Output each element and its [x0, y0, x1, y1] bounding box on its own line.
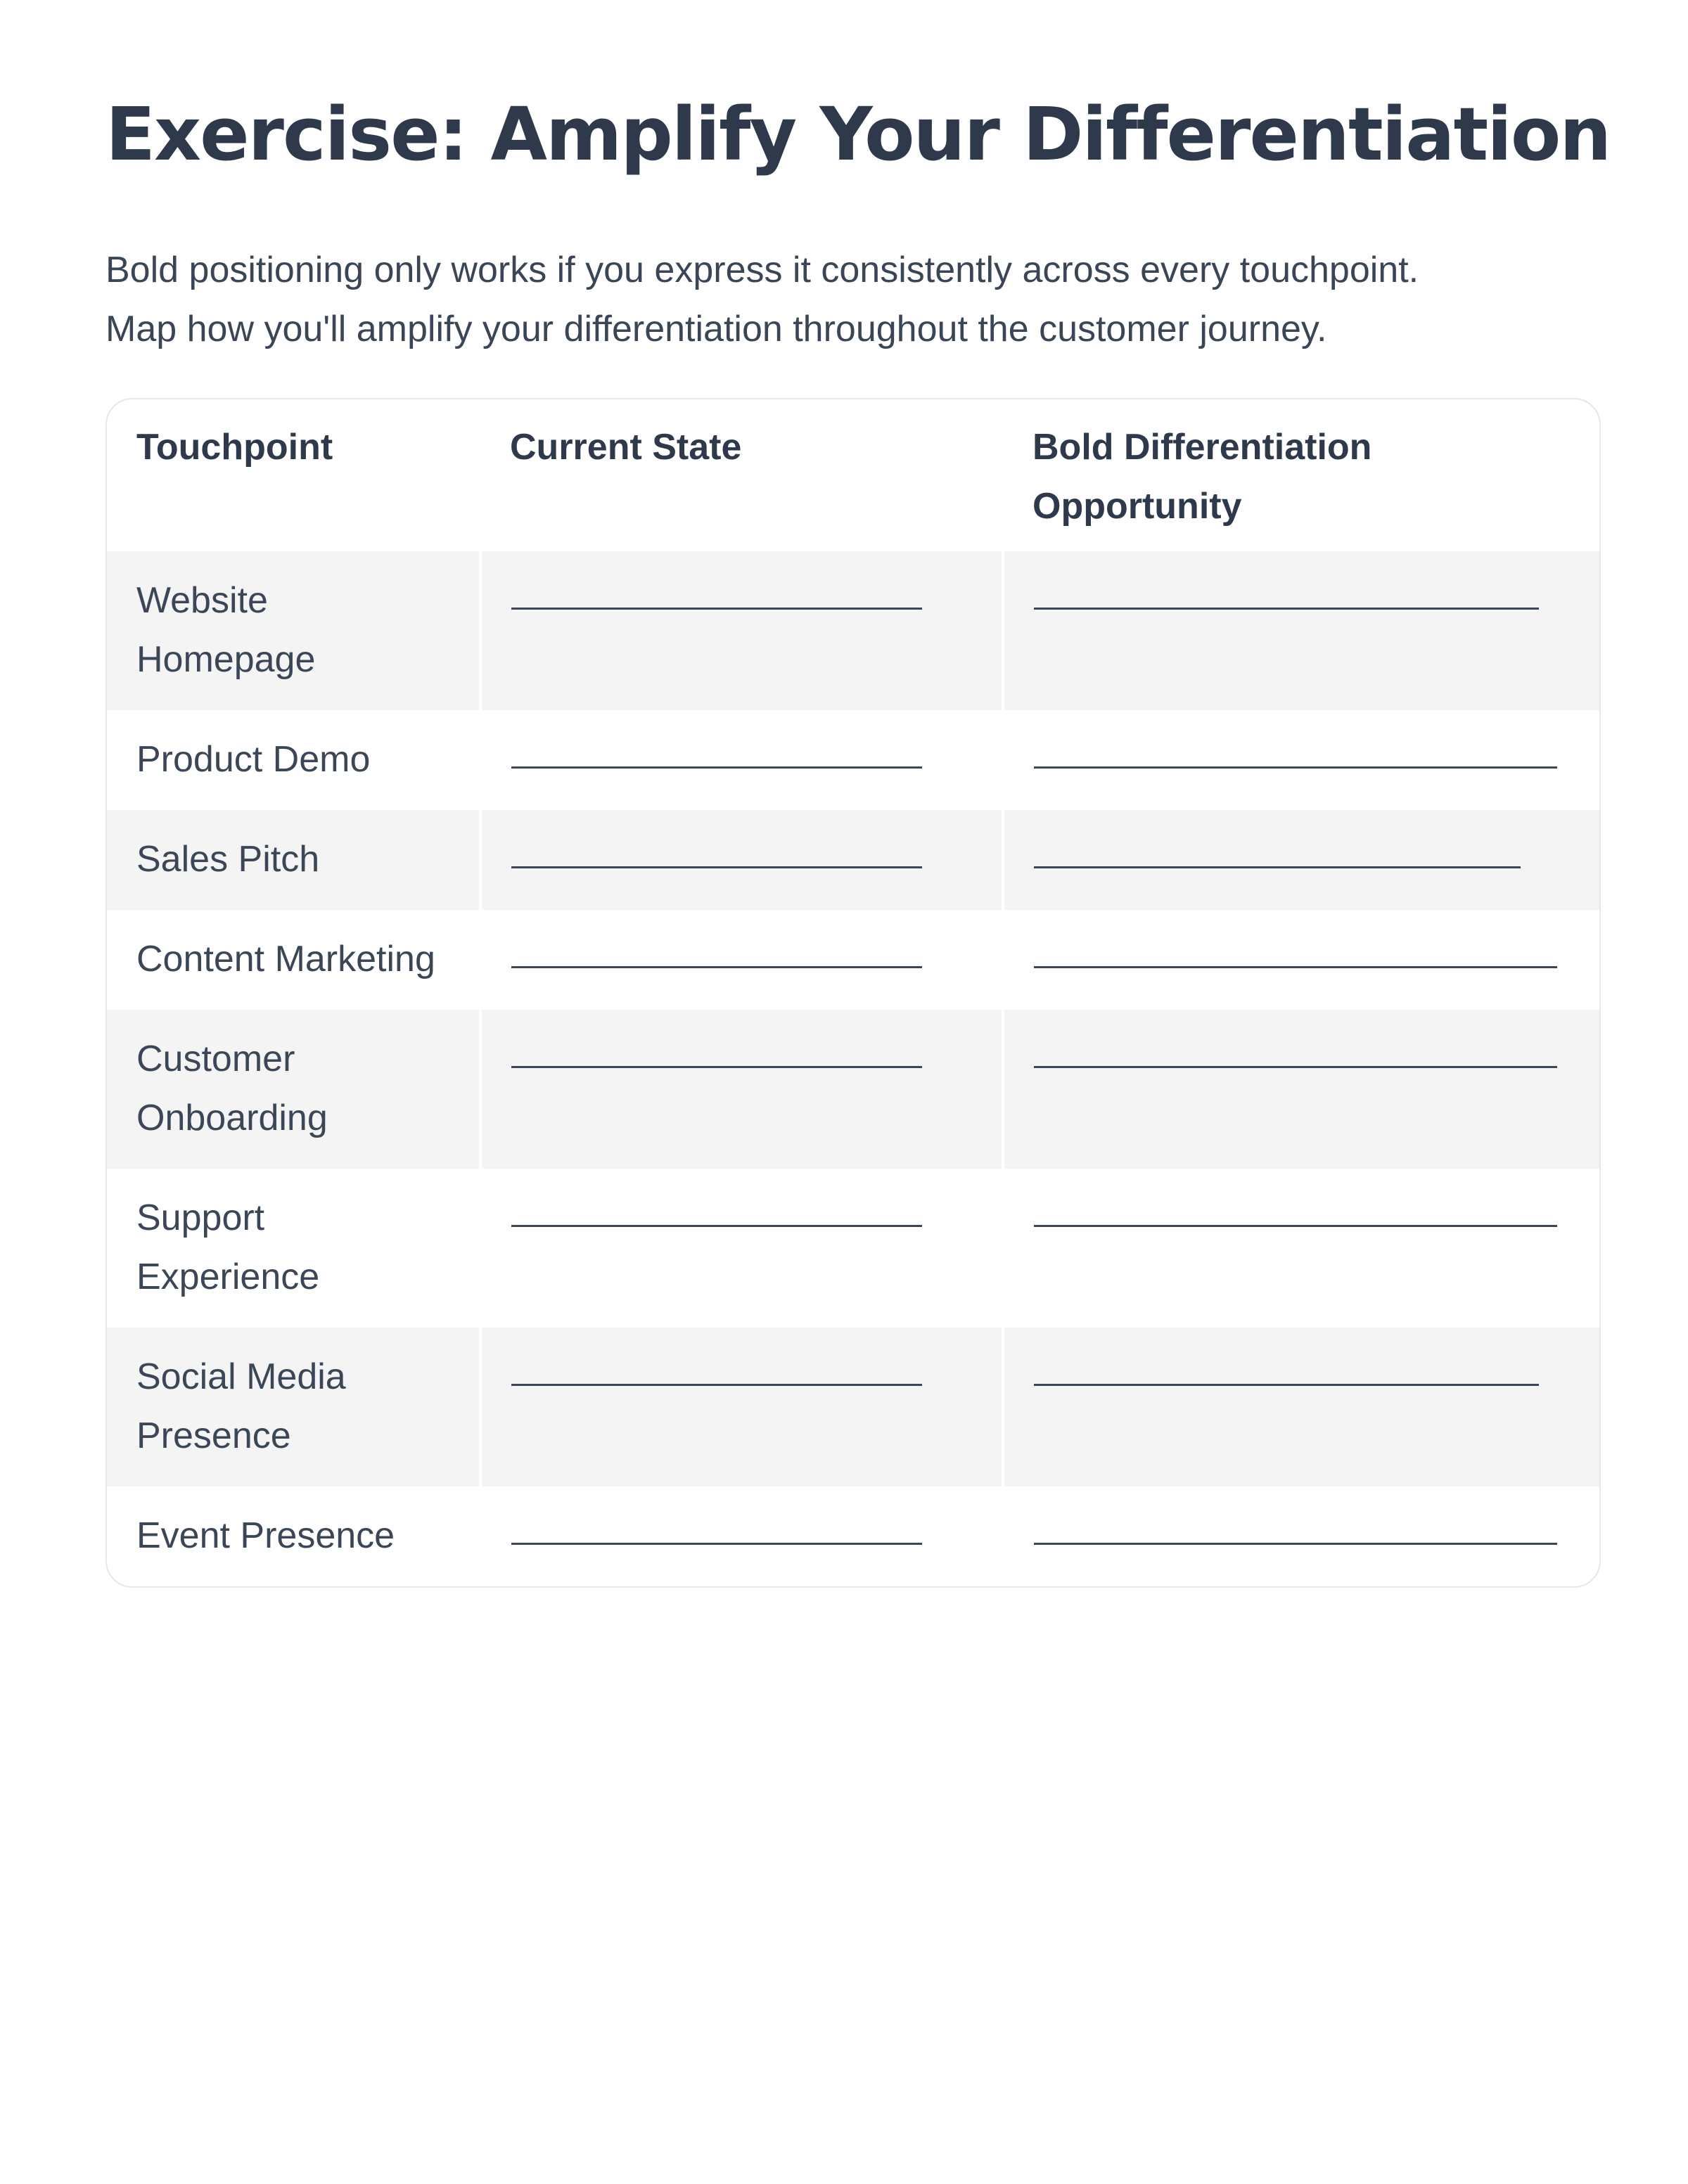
current-state-blank[interactable]	[511, 1506, 922, 1545]
current-state-blank[interactable]	[511, 1029, 922, 1068]
bold-opportunity-cell	[1003, 1010, 1599, 1169]
table-row	[107, 551, 1599, 710]
bold-opportunity-blank[interactable]	[1034, 571, 1539, 610]
current-state-cell	[480, 810, 1003, 910]
worksheet-page	[106, 89, 1611, 1588]
touchpoint-cell: Website Homepage	[107, 551, 480, 710]
bold-opportunity-blank[interactable]	[1034, 1506, 1557, 1545]
bold-opportunity-blank[interactable]	[1034, 1188, 1557, 1227]
page-title: Exercise: Amplify Your Differentiation	[106, 91, 1611, 177]
table-row	[107, 810, 1599, 910]
table-header-row	[107, 399, 1599, 551]
bold-opportunity-cell	[1003, 1169, 1599, 1328]
bold-opportunity-cell	[1003, 1328, 1599, 1486]
current-state-cell	[480, 910, 1003, 1010]
bold-opportunity-blank[interactable]	[1034, 830, 1521, 868]
current-state-blank[interactable]	[511, 930, 922, 968]
touchpoint-cell: Event Presence	[136, 1515, 395, 1556]
current-state-blank[interactable]	[511, 1188, 922, 1227]
table-row	[107, 710, 1599, 810]
header-touchpoint: Touchpoint	[136, 427, 333, 468]
table-row	[107, 1010, 1599, 1169]
table-row	[107, 1328, 1599, 1486]
current-state-blank[interactable]	[511, 1347, 922, 1386]
touchpoint-cell: Customer Onboarding	[107, 1010, 480, 1169]
table-row	[107, 1486, 1599, 1586]
bold-opportunity-cell	[1003, 910, 1599, 1010]
current-state-blank[interactable]	[511, 830, 922, 868]
header-current-state: Current State	[510, 427, 742, 468]
touchpoint-cell: Product Demo	[136, 739, 371, 780]
bold-opportunity-cell	[1003, 1486, 1599, 1586]
current-state-cell	[480, 1010, 1003, 1169]
bold-opportunity-blank[interactable]	[1034, 1347, 1539, 1386]
bold-opportunity-blank[interactable]	[1034, 1029, 1557, 1068]
current-state-cell	[480, 1486, 1003, 1586]
current-state-cell	[480, 1328, 1003, 1486]
touchpoint-cell: Sales Pitch	[107, 810, 480, 910]
current-state-cell	[480, 1169, 1003, 1328]
touchpoint-cell: Social Media Presence	[107, 1328, 480, 1486]
bold-opportunity-cell	[1003, 810, 1599, 910]
touchpoint-table	[106, 398, 1601, 1588]
bold-opportunity-blank[interactable]	[1034, 930, 1557, 968]
intro-paragraph: Bold positioning only works if you express it consistently across every touchpoint. Map how you'll amplify your differentiation throughout the customer journey.	[106, 250, 1419, 349]
bold-opportunity-blank[interactable]	[1034, 730, 1557, 769]
touchpoint-cell: Support Experience	[136, 1197, 320, 1297]
touchpoint-cell: Content Marketing	[136, 939, 435, 979]
bold-opportunity-cell	[1003, 710, 1599, 810]
current-state-blank[interactable]	[511, 730, 922, 769]
current-state-blank[interactable]	[511, 571, 922, 610]
current-state-cell	[480, 710, 1003, 810]
current-state-cell	[480, 551, 1003, 710]
bold-opportunity-cell	[1003, 551, 1599, 710]
table-row	[107, 910, 1599, 1010]
table-row	[107, 1169, 1599, 1328]
header-bold-opportunity: Bold Differentiation Opportunity	[1032, 427, 1372, 527]
